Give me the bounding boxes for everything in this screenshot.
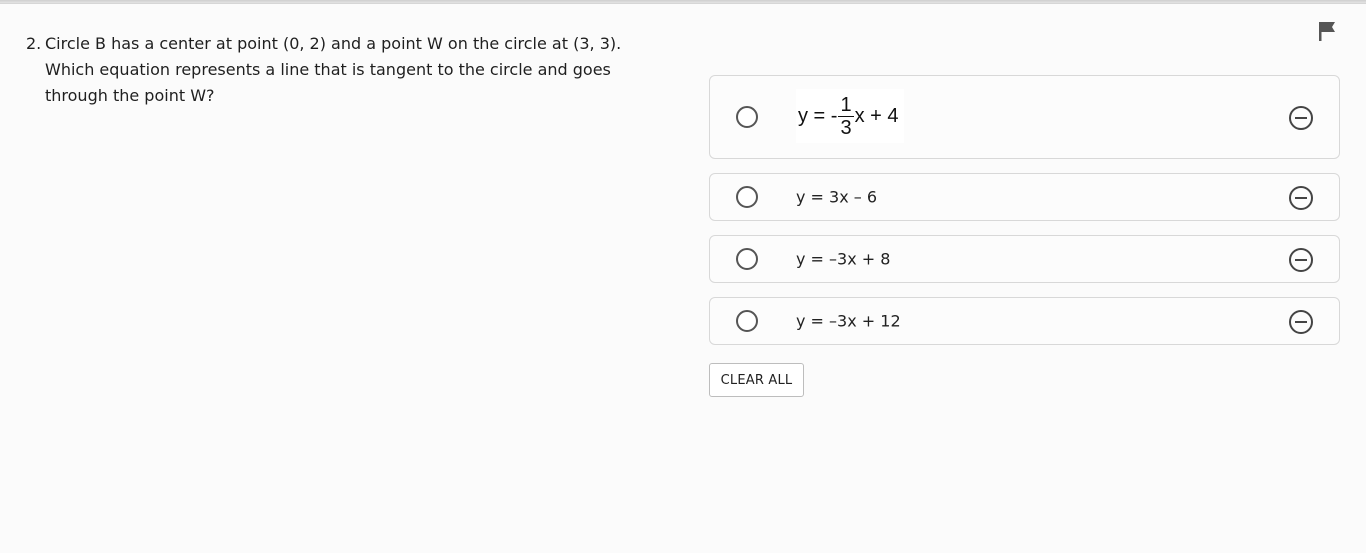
- fraction-denominator: 3: [840, 116, 852, 139]
- question-number: 2.: [26, 34, 42, 53]
- eliminate-choice-icon[interactable]: [1289, 106, 1313, 130]
- answer-choice-c[interactable]: [709, 235, 1340, 283]
- radio-button[interactable]: [736, 248, 758, 270]
- radio-button[interactable]: [736, 310, 758, 332]
- math-lhs: y = -: [798, 104, 838, 127]
- choice-label: y = –3x + 8: [796, 249, 891, 269]
- fraction-numerator: 1: [840, 93, 852, 116]
- answer-choices: [709, 75, 1340, 359]
- choice-label: y = 3x – 6: [796, 187, 878, 207]
- question-text: Circle B has a center at point (0, 2) and a point W on the circle at (3, 3). Which equation represents a line that is tangent to the circle and goes through the point W?: [45, 34, 622, 105]
- math-expression: [796, 89, 904, 143]
- radio-button[interactable]: [736, 186, 758, 208]
- top-divider: [0, 0, 1366, 4]
- answer-choice-a[interactable]: [709, 75, 1340, 159]
- clear-all-button[interactable]: CLEAR ALL: [709, 363, 804, 397]
- eliminate-choice-icon[interactable]: [1289, 248, 1313, 272]
- eliminate-choice-icon[interactable]: [1289, 310, 1313, 334]
- answer-choice-b[interactable]: [709, 173, 1340, 221]
- flag-icon[interactable]: [1316, 20, 1338, 42]
- eliminate-choice-icon[interactable]: [1289, 186, 1313, 210]
- math-rhs: x + 4: [854, 104, 899, 127]
- question-prompt: [26, 31, 666, 109]
- fraction: [838, 94, 853, 139]
- choice-label: y = –3x + 12: [796, 311, 901, 331]
- radio-button[interactable]: [736, 106, 758, 128]
- answer-choice-d[interactable]: [709, 297, 1340, 345]
